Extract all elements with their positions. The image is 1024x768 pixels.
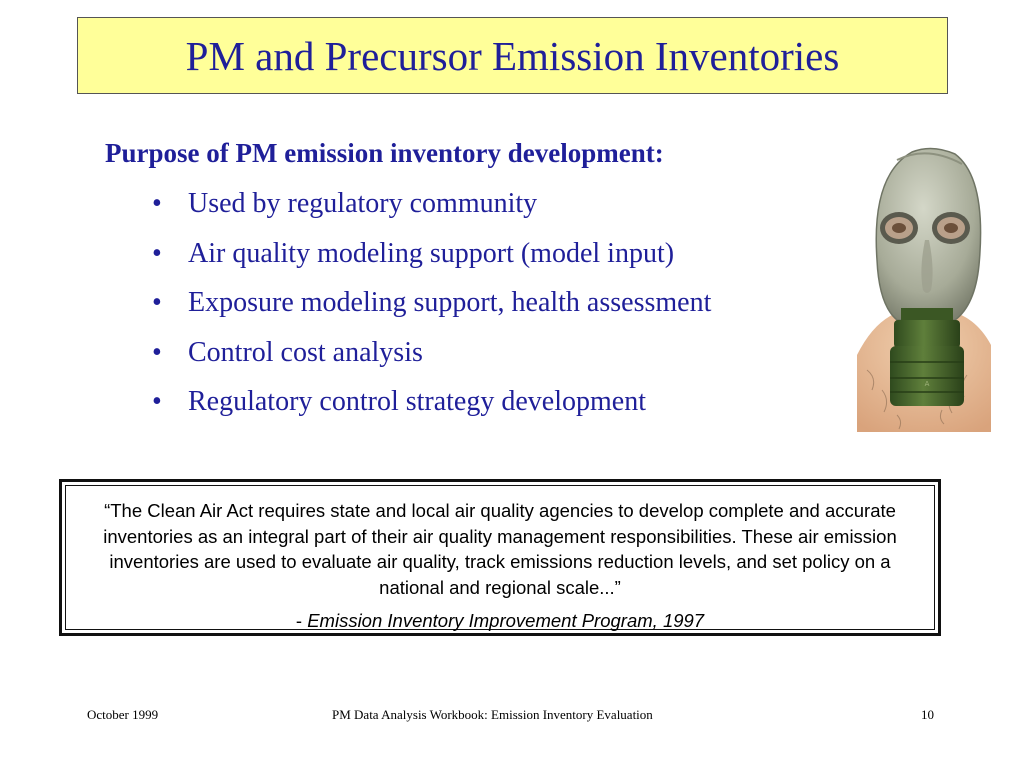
bullet-text: Regulatory control strategy development: [188, 386, 646, 417]
bullet-item: [152, 335, 711, 385]
bullet-dot: •: [152, 237, 162, 269]
bullet-item: [152, 285, 711, 335]
footer-page-number: 10: [921, 707, 934, 722]
gas-mask-photo: [857, 140, 991, 432]
slide-title: PM and Precursor Emission Inventories: [185, 32, 840, 79]
gas-mask-illustration: [857, 140, 991, 432]
quote-source-title: Emission Inventory Improvement Program, 1997: [307, 610, 705, 631]
bullet-text: Exposure modeling support, health assessment: [188, 287, 712, 318]
quote-inner: [65, 485, 935, 630]
bullet-text: Control cost analysis: [188, 336, 423, 368]
bullet-dot: •: [152, 386, 162, 417]
quote-text: “The Clean Air Act requires state and local air quality agencies to develop complete and accurate inventories as an integral part of their air quality management responsibilities. These air emission inventories are used to evaluate air quality, track emissions reduction levels, and set policy on a national and regional scale...”: [103, 500, 897, 598]
bullet-text: Used by regulatory community: [188, 188, 538, 219]
bullet-dot: •: [152, 188, 162, 219]
bullet-dot: •: [152, 287, 162, 318]
bullet-list: [152, 186, 711, 434]
footer-date: October 1999: [87, 707, 159, 722]
svg-text:A: A: [924, 380, 930, 388]
quote-box: [59, 479, 941, 636]
footer-title: PM Data Analysis Workbook: Emission Inventory Evaluation: [332, 707, 653, 722]
quote-source: [76, 608, 924, 634]
bullet-item: [152, 384, 711, 434]
quote-source-dash: -: [295, 610, 303, 631]
bullet-text: Air quality modeling support (model input): [188, 237, 675, 269]
purpose-heading: Purpose of PM emission inventory development:: [105, 138, 664, 168]
bullet-dot: •: [152, 336, 162, 368]
bullet-item: [152, 186, 711, 236]
title-box: [77, 17, 948, 94]
bullet-item: [152, 236, 711, 286]
